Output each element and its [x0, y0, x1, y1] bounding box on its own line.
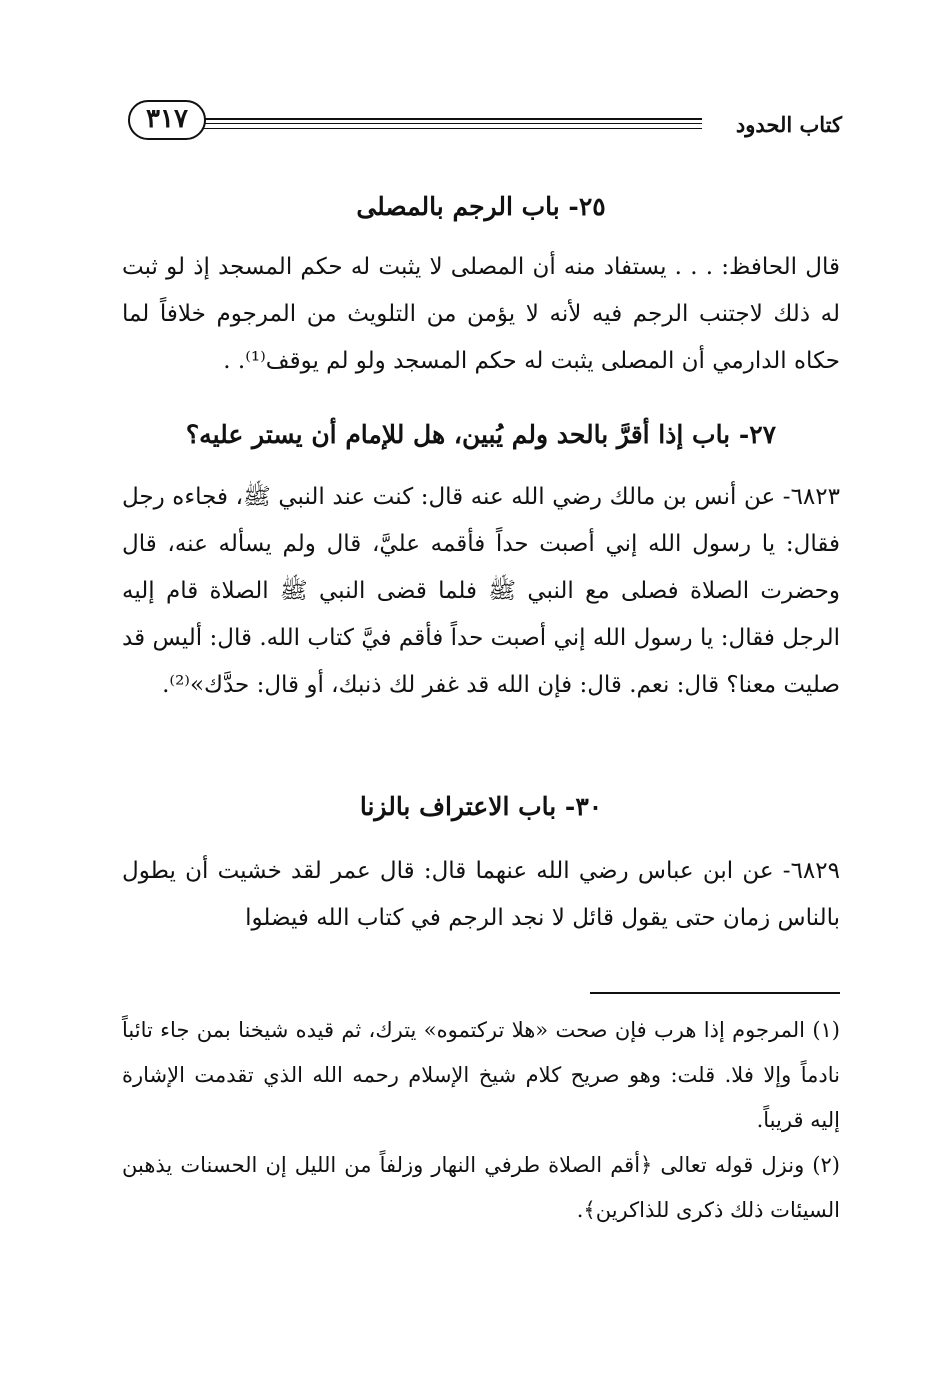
- page-header: [120, 96, 842, 156]
- page-number: ٣١٧: [128, 100, 206, 140]
- footnotes: [122, 1008, 840, 1233]
- footnote-separator: [590, 992, 840, 994]
- section-heading: ٢٥- باب الرجم بالمصلى: [356, 192, 606, 221]
- footnote-number: (٢): [812, 1153, 840, 1177]
- footnote-text: ونزل قوله تعالى ﴿أقم الصلاة طرفي النهار وزلفاً من الليل إن الحسنات يذهبن السيئات ذلك ذكرى للذاكرين﴾.: [122, 1153, 840, 1222]
- footnote: [122, 1143, 840, 1233]
- section-paragraph: ٦٨٢٩- عن ابن عباس رضي الله عنهما قال: قال عمر لقد خشيت أن يطول بالناس زمان حتى يقول قائل لا نجد الرجم في كتاب الله فيضلوا: [122, 858, 840, 931]
- footnote: [122, 1008, 840, 1143]
- section-heading: ٣٠- باب الاعتراف بالزنا: [359, 792, 603, 821]
- running-title: كتاب الحدود: [735, 112, 842, 137]
- footnote-number: (١): [812, 1018, 840, 1042]
- footnote-text: المرجوم إذا هرب فإن صحت «هلا تركتموه» يترك، ثم قيده شيخنا بمن جاء تائباً نادماً وإلا فلا. قلت: وهو صريح كلام شيخ الإسلام رحمه الله الذي تقدمت الإشارة إليه قريباً.: [122, 1018, 840, 1132]
- section-heading: ٢٧- باب إذا أقرَّ بالحد ولم يُبين، هل للإمام أن يستر عليه؟: [185, 420, 777, 449]
- header-rule: [204, 118, 702, 132]
- section-paragraph: ٦٨٢٣- عن أنس بن مالك رضي الله عنه قال: كنت عند النبي ﷺ، فجاءه رجل فقال: يا رسول الله إني أصبت حداً فأقمه عليَّ، قال ولم يسأله عنه، قال وحضرت الصلاة فصلى مع النبي ﷺ فلما قضى النبي ﷺ الصلاة قام إليه الرجل فقال: يا رسول الله إني أصبت حداً فأقم فيَّ كتاب الله. قال: أليس قد صليت معنا؟ قال: نعم. قال: فإن الله قد غفر لك ذنبك، أو قال: حدَّك»⁽²⁾.: [122, 484, 840, 698]
- section-paragraph: قال الحافظ: . . . يستفاد منه أن المصلى لا يثبت له حكم المسجد إذ لو ثبت له ذلك لاجتنب الرجم فيه لأنه لا يؤمن من التلويث من المرجوم خلافاً لما حكاه الدارمي أن المصلى يثبت له حكم المسجد ولو لم يوقف⁽¹⁾. .: [122, 254, 840, 374]
